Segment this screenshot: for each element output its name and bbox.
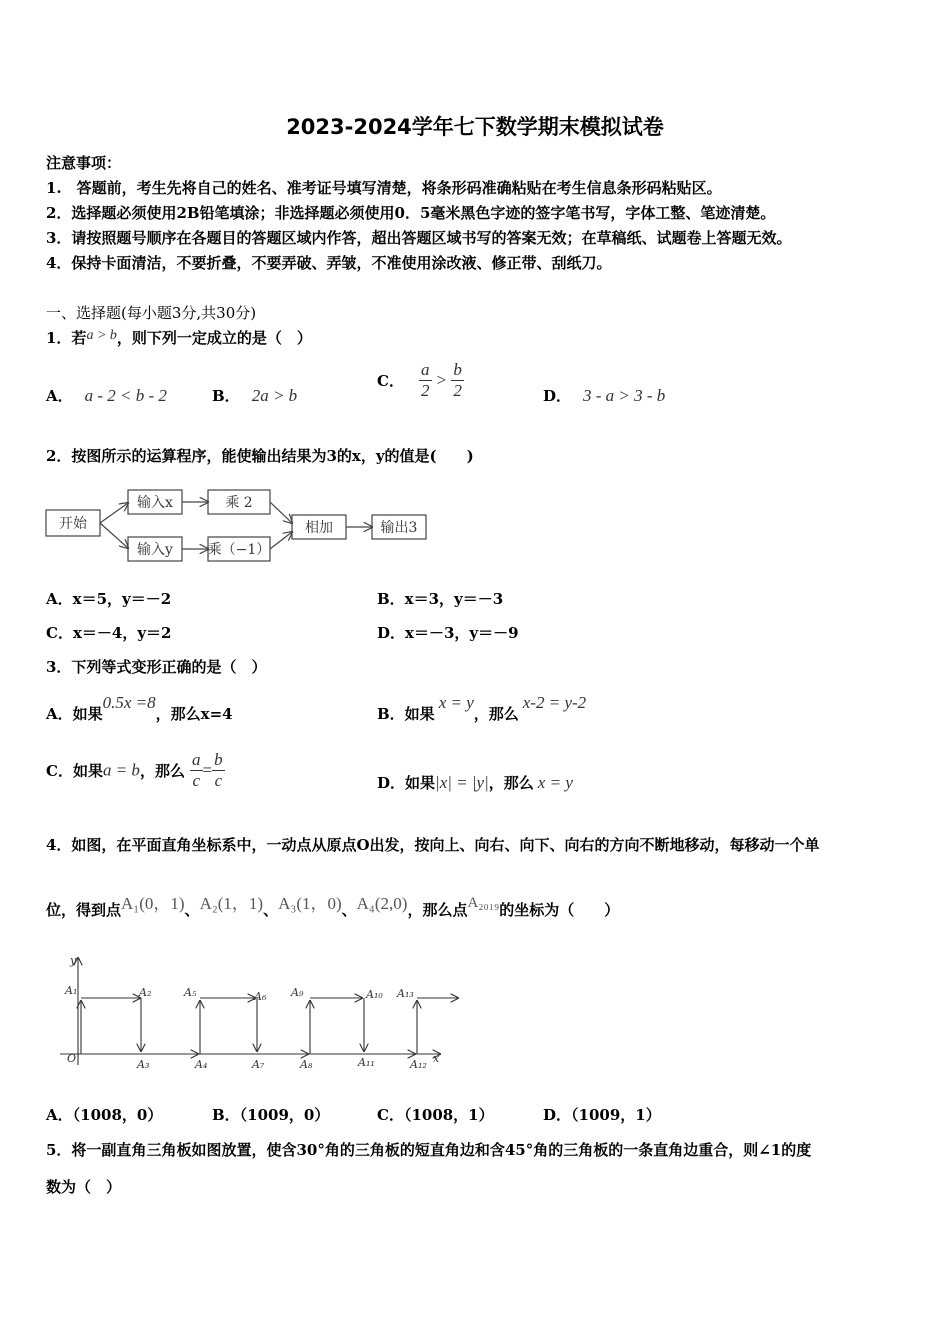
q3-option-a[interactable]: A．如果0.5x =8，那么x=4	[46, 693, 233, 723]
zigzag-graph	[55, 950, 475, 1075]
point-label: A₃	[137, 1058, 150, 1071]
q3-option-b[interactable]: B．如果x = y，那么x-2 = y-2	[377, 693, 587, 723]
note-item: 2．选择题必须使用2B铅笔填涂；非选择题必须使用0．5毫米黑色字迹的签字笔书写，字体工整、笔迹清楚。	[46, 204, 776, 222]
flow-times-neg1-label: 乘（−1）	[207, 542, 271, 558]
q1-option-b[interactable]: B． 2a > b	[212, 386, 298, 405]
q2-option-c[interactable]: C．x＝－4，y＝2	[46, 624, 172, 642]
question-2-stem: 2．按图所示的运算程序，能使输出结果为3的x，y的值是( )	[46, 447, 474, 465]
q4-option-b[interactable]: B．（1009，0）	[212, 1106, 330, 1124]
point-label: A₁₃	[397, 987, 414, 1000]
q3-option-d[interactable]: D．如果|x| = |y|，那么 x = y	[377, 773, 573, 792]
flow-start-label: 开始	[59, 516, 87, 532]
note-item: 4．保持卡面清洁，不要折叠，不要弄破、弄皱，不准使用涂改液、修正带、刮纸刀。	[46, 254, 612, 272]
flow-input-x-label: 输入x	[137, 495, 173, 511]
note-item: 3．请按照题号顺序在各题目的答题区域内作答，超出答题区域书写的答案无效；在草稿纸、试题卷上答题无效。	[46, 229, 792, 247]
page-title: 2023-2024学年七下数学期末模拟试卷	[286, 115, 664, 139]
question-5-stem-line2: 数为（ ）	[46, 1178, 122, 1196]
note-item: 1. 答题前，考生先将自己的姓名、准考证号填写清楚，将条形码准确粘贴在考生信息条形码粘贴区。	[46, 179, 722, 197]
point-label: A₄	[195, 1058, 208, 1071]
question-1-stem: 1．若a > b，则下列一定成立的是（ ）	[46, 328, 312, 347]
q1-option-c[interactable]: C． $\frac{a}{2}$ > $\frac{b}{2}$	[377, 360, 462, 400]
point-label: A₇	[252, 1058, 265, 1071]
question-4-stem-line2: 位，得到点A₁(0，1)、A₂(1，1)、A₃(1，0)、A₄(2,0)，那么点A₂₀₁₉的坐标为（ ）	[46, 894, 620, 919]
q4-option-a[interactable]: A．（1008，0）	[46, 1106, 163, 1124]
notes-heading: 注意事项：	[46, 154, 122, 172]
fraction: $\frac{b}{2}$	[453, 360, 462, 400]
point-label: A₅	[184, 986, 197, 999]
q1-option-d[interactable]: D． 3 - a > 3 - b	[543, 386, 666, 405]
point-label: A₁₁	[358, 1056, 375, 1069]
flow-output-label: 输出3	[380, 520, 418, 536]
point-label: A₆	[254, 990, 267, 1003]
fraction: $\frac{b}{c}$	[214, 750, 223, 790]
point-label: A₂	[139, 986, 152, 999]
q2-option-d[interactable]: D．x＝－3，y＝－9	[377, 624, 519, 642]
q3-option-c[interactable]: C．如果a = b，那么 $\frac{a}{c}$ = $\frac{b}{c}$	[46, 750, 223, 790]
flow-input-y-label: 输入y	[137, 542, 173, 558]
fraction: $\frac{a}{c}$	[192, 750, 201, 790]
point-label: A₉	[291, 986, 304, 999]
point-label: A₁₂	[410, 1058, 427, 1071]
flow-times2-label: 乘 2	[225, 495, 253, 511]
fraction: $\frac{a}{2}$	[421, 360, 430, 400]
flow-add-label: 相加	[305, 520, 333, 536]
q2-option-a[interactable]: A．x＝5，y＝－2	[46, 590, 172, 608]
question-3-stem: 3．下列等式变形正确的是（ ）	[46, 658, 267, 676]
question-4-stem-line1: 4．如图，在平面直角坐标系中，一动点从原点O出发，按向上、向右、向下、向右的方向不断地移动，每移动一个单	[46, 836, 820, 854]
y-axis-label: y	[70, 954, 77, 967]
point-label: A₁₀	[366, 988, 383, 1001]
point-label: A₈	[300, 1058, 313, 1071]
x-axis-label: x	[433, 1052, 440, 1065]
q4-option-c[interactable]: C．（1008，1）	[377, 1106, 494, 1124]
origin-label: O	[67, 1052, 77, 1065]
q2-option-b[interactable]: B．x＝3，y＝－3	[377, 590, 504, 608]
section-heading: 一、选择题(每小题3分,共30分)	[46, 304, 257, 322]
flowchart	[44, 485, 434, 565]
question-5-stem-line1: 5．将一副直角三角板如图放置，使含30°角的三角板的短直角边和含45°角的三角板的一条直角边重合，则∠1的度	[46, 1141, 812, 1159]
q1-option-a[interactable]: A． a - 2 < b - 2	[46, 386, 167, 405]
point-label: A₁	[65, 984, 78, 997]
q4-option-d[interactable]: D．（1009，1）	[543, 1106, 661, 1124]
